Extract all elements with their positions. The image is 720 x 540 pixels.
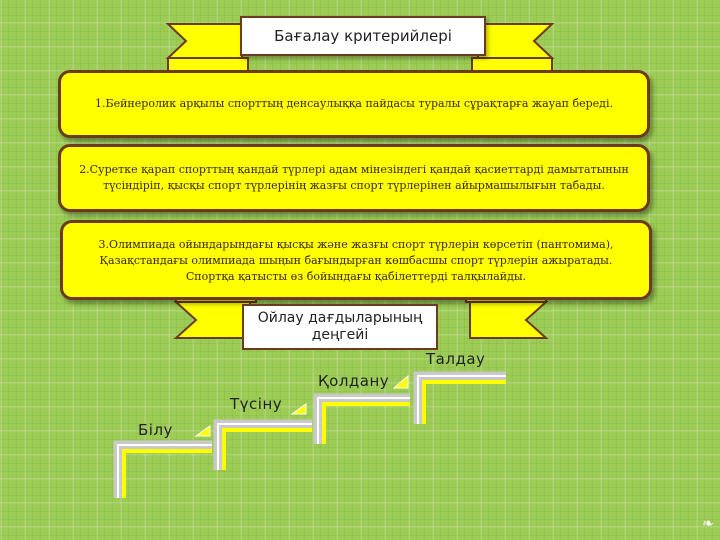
step-label-taldau: Талдау xyxy=(426,350,486,368)
step-taldau xyxy=(418,376,506,424)
criterion-1 xyxy=(58,70,650,138)
criterion-2 xyxy=(58,144,650,212)
criteria-title-text: Бағалау критерийлері xyxy=(274,27,452,45)
criterion-2-text: 2.Суретке қарап спорттың қандай түрлері адам мінезіндегі қандай қасиеттарді дамытатынын түсіндіріп, қысқы спорт түрлерінің жазғы спорт түрлерінен айырмашылығын табады. xyxy=(79,163,629,192)
step-label-bilu: Білу xyxy=(138,421,173,439)
criterion-3 xyxy=(60,220,652,300)
step-label-tusinu: Түсіну xyxy=(230,395,283,413)
levels-title-text: Ойлау дағдыларының деңгейі xyxy=(257,310,423,343)
slide-corner-icon: ❧ xyxy=(702,516,714,532)
step-label-koldanu: Қолдану xyxy=(318,372,390,390)
step-tusinu xyxy=(218,404,312,470)
criterion-3-text: 3.Олимпиада ойындарындағы қысқы және жазғы спорт түрлерін көрсетіп (пантомима), Қазақстандағы олимпиада шыңын бағындырған көшбасшы спорт түрлерін ажыратады. Спортқа қатысты өз бойындағы қабілеттерді талқылайды. xyxy=(98,238,614,283)
criterion-1-text: 1.Бейнеролик арқылы спорттың денсаулыққа пайдасы туралы сұрақтарға жауап береді. xyxy=(95,97,613,110)
criteria-title xyxy=(240,16,486,56)
levels-title xyxy=(242,304,438,350)
